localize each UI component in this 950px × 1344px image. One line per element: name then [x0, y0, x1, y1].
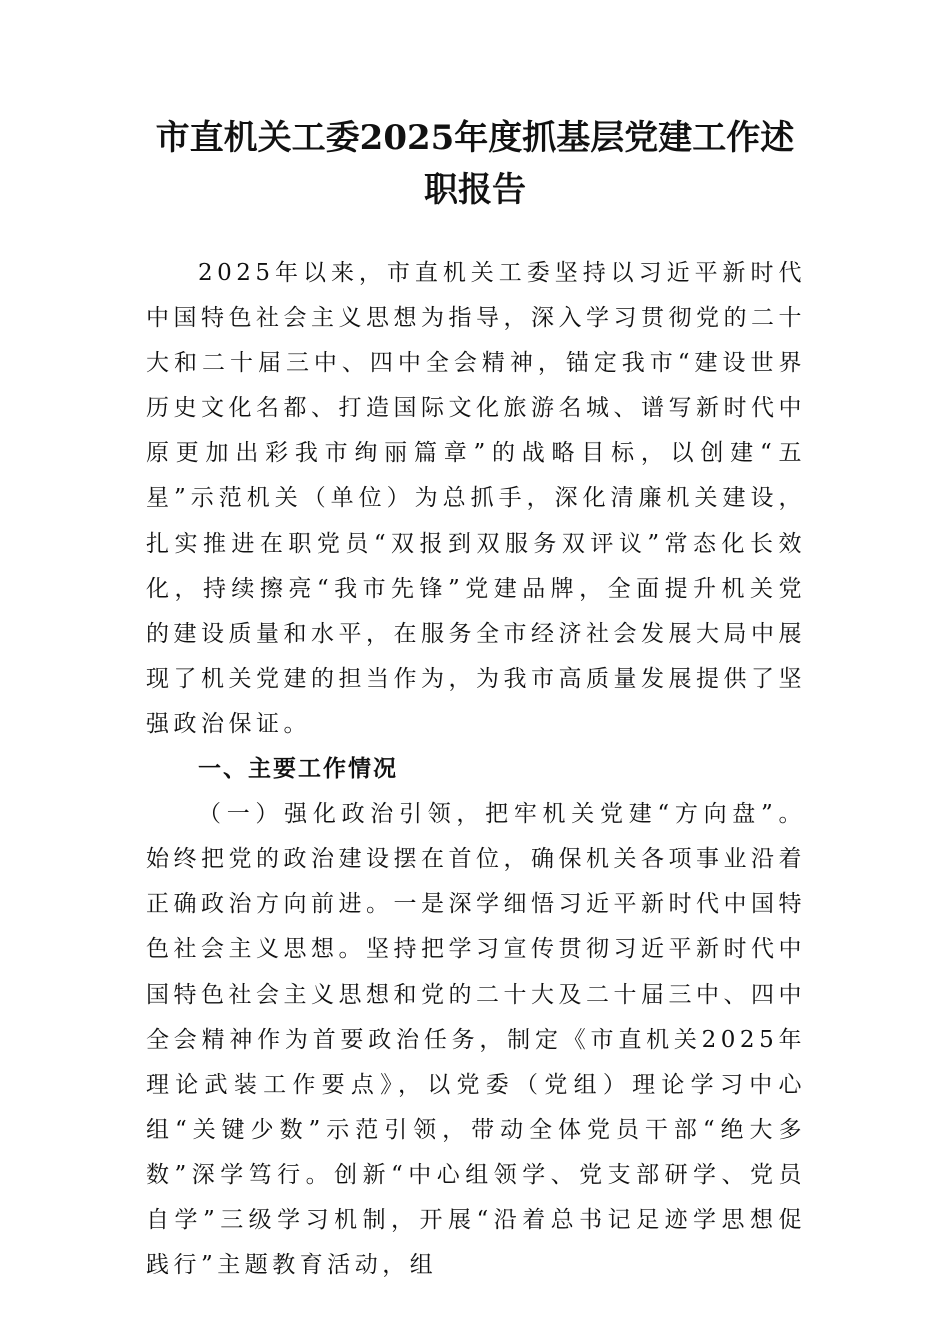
- intro-paragraph: 2025年以来，市直机关工委坚持以习近平新时代中国特色社会主义思想为指导，深入学习贯彻党的二十大和二十届三中、四中全会精神，锚定我市“建设世界历史文化名都、打造国际文化旅游名城、谱写新时代中原更加出彩我市绚丽篇章”的战略目标，以创建“五星”示范机关（单位）为总抓手，深化清廉机关建设，扎实推进在职党员“双报到双服务双评议”常态化长效化，持续擦亮“我市先锋”党建品牌，全面提升机关党的建设质量和水平，在服务全市经济社会发展大局中展现了机关党建的担当作为，为我市高质量发展提供了坚强政治保证。: [146, 260, 806, 737]
- section-heading-main-work: 一、主要工作情况: [198, 756, 398, 783]
- title-line-1: 市直机关工委2025年度抓基层党建工作述: [155, 118, 795, 158]
- document-body: [146, 251, 806, 1288]
- title-line-2: 职报告: [424, 170, 526, 210]
- document-title: [140, 112, 810, 216]
- section-paragraph-political-leadership: （一）强化政治引领，把牢机关党建“方向盘”。始终把党的政治建设摆在首位，确保机关各项事业沿着正确政治方向前进。一是深学细悟习近平新时代中国特色社会主义思想。坚持把学习宣传贯彻习近平新时代中国特色社会主义思想和党的二十大及二十届三中、四中全会精神作为首要政治任务，制定《市直机关2025年理论武装工作要点》，以党委（党组）理论学习中心组“关键少数”示范引领，带动全体党员干部“绝大多数”深学笃行。创新“中心组领学、党支部研学、党员自学”三级学习机制，开展“沿着总书记足迹学思想促践行”主题教育活动，组: [146, 801, 806, 1279]
